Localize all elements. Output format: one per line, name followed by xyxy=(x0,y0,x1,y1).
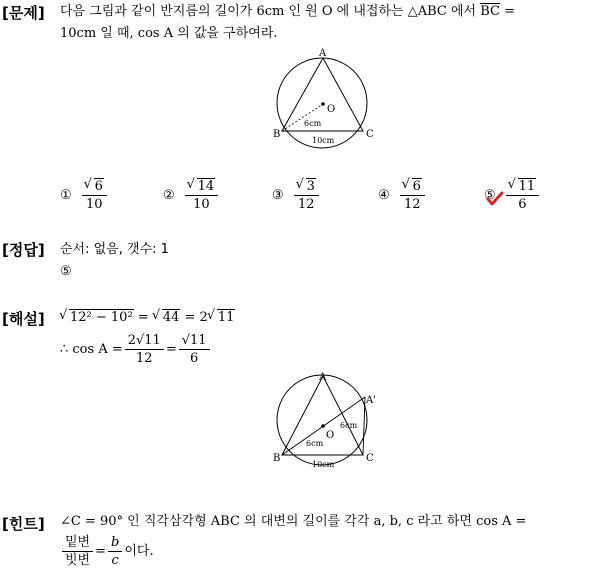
label-b: B xyxy=(273,453,281,464)
label-bc: 10cm xyxy=(312,460,335,469)
segment-bc: $\overline{BC}$ xyxy=(480,4,500,19)
choice-fraction: √ $\frac{6}{10}$ xyxy=(82,178,107,213)
hint-line-2: $\frac{\text{밑변}}{\text{빗변}}$ = $\frac{b}{c}$ 이다. xyxy=(60,534,154,569)
choice-fraction: √ $\frac{6}{12}$ xyxy=(400,178,425,213)
label-b: B xyxy=(273,129,281,140)
label-c: C xyxy=(366,129,374,140)
label-o: O xyxy=(326,430,335,441)
solution-eq-1: √ 12² − 10² = √ 44 = 2 √ 11 xyxy=(60,306,235,330)
choice-mark: ③ xyxy=(272,188,284,203)
label-radius-1: 6cm xyxy=(306,439,324,448)
problem-line-2: 10cm 일 때, cos A 의 값을 구하여라. xyxy=(60,26,278,41)
answer-label: [정답] xyxy=(2,241,45,259)
checkmark-icon xyxy=(486,191,504,207)
choice-mark: ④ xyxy=(378,188,390,203)
figure-circle-triangle xyxy=(268,46,388,156)
choice-mark: ① xyxy=(60,188,72,203)
choice-fraction: √ $\frac{3}{12}$ xyxy=(294,178,319,213)
problem-label: [문제] xyxy=(2,4,45,22)
figure-solution xyxy=(268,370,388,470)
answer-line-2: ⑤ xyxy=(60,264,72,279)
answer-line-1: 순서: 없음, 갯수: 1 xyxy=(60,242,169,257)
label-o: O xyxy=(327,104,336,115)
label-a: A xyxy=(319,48,327,59)
problem-line-1 xyxy=(60,0,515,24)
problem-text-b: = xyxy=(499,4,515,19)
hint-label: [힌트] xyxy=(2,515,45,533)
solution-label: [해설] xyxy=(2,310,45,328)
choice-3[interactable] xyxy=(272,178,321,213)
choice-1[interactable] xyxy=(60,178,109,213)
label-a: A xyxy=(319,372,327,383)
choice-4[interactable] xyxy=(378,178,427,213)
label-bc: 10cm xyxy=(312,136,335,145)
choice-mark: ② xyxy=(163,188,175,203)
label-c: C xyxy=(366,453,374,464)
choice-fraction: √ $\frac{14}{10}$ xyxy=(185,178,219,213)
problem-text-a: 다음 그림과 같이 반지름의 길이가 6cm 인 원 O 에 내접하는 △ABC 에서 xyxy=(60,4,481,19)
choice-5[interactable] xyxy=(484,178,541,213)
hint-line-1: ∠C = 90° 인 직각삼각형 ABC 의 대변의 길이를 각각 a, b, c 라고 하면 cos A = xyxy=(60,514,527,529)
choice-fraction: √ $\frac{11}{6}$ xyxy=(506,178,540,213)
choice-mark: ⑤ xyxy=(484,188,496,203)
label-radius-2: 6cm xyxy=(340,421,358,430)
label-radius: 6cm xyxy=(304,119,322,128)
solution-eq-2: ∴ cos A = $\frac{2√11}{12}$ = $\frac{√11}{6}$ xyxy=(60,332,212,367)
choice-2[interactable] xyxy=(163,178,220,213)
label-a-prime: A' xyxy=(366,395,376,406)
